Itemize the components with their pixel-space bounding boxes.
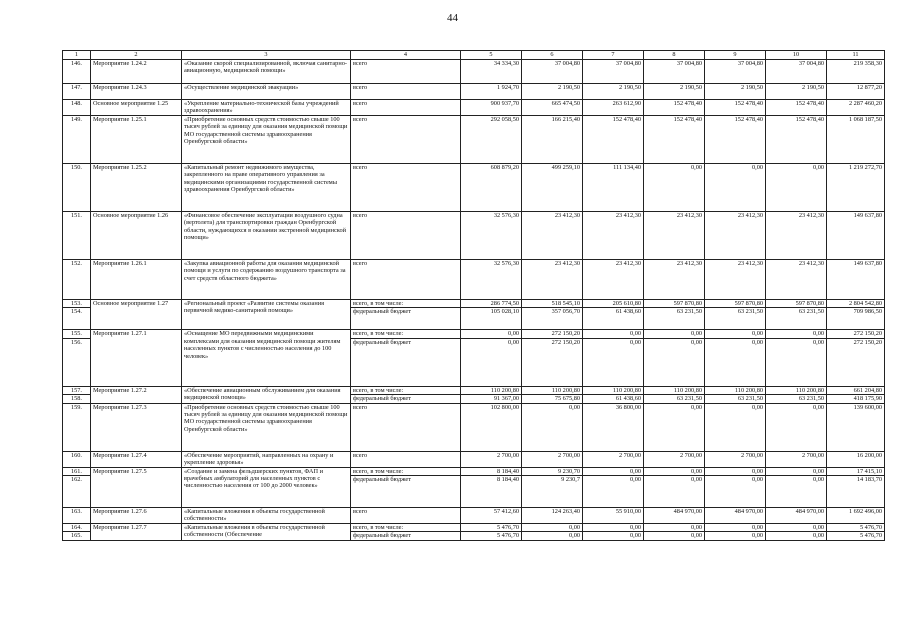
amount-col8: 63 231,50 — [644, 395, 705, 403]
row-number: 149. — [63, 116, 91, 164]
amount-col8: 484 970,00 — [644, 508, 705, 524]
event-name: Мероприятие 1.27.6 — [91, 508, 182, 524]
amount-col7: 61 438,60 — [583, 308, 644, 330]
funding-source: всего — [351, 403, 461, 451]
row-number: 152. — [63, 260, 91, 300]
amount-total: 418 175,90 — [827, 395, 885, 403]
funding-source: всего, в том числе: — [351, 330, 461, 338]
event-name: Мероприятие 1.24.3 — [91, 84, 182, 100]
amount-col10: 0,00 — [766, 403, 827, 451]
column-header: 8 — [644, 51, 705, 60]
amount-col7: 0,00 — [583, 330, 644, 338]
amount-col5: 900 937,70 — [461, 100, 522, 116]
amount-col8: 0,00 — [644, 164, 705, 212]
table-row — [63, 403, 885, 451]
amount-col8: 2 190,50 — [644, 84, 705, 100]
amount-col10: 23 412,30 — [766, 260, 827, 300]
amount-col9: 2 190,50 — [705, 84, 766, 100]
row-number: 159. — [63, 403, 91, 451]
event-description: «Капитальные вложения в объекты государственной собственности» — [182, 508, 351, 524]
amount-total: 149 637,80 — [827, 212, 885, 260]
amount-col7: 263 612,90 — [583, 100, 644, 116]
row-number: 165. — [63, 532, 91, 540]
amount-col5: 1 924,70 — [461, 84, 522, 100]
amount-total: 1 219 272,70 — [827, 164, 885, 212]
amount-col7: 0,00 — [583, 467, 644, 475]
amount-col10: 0,00 — [766, 524, 827, 532]
amount-col9: 0,00 — [705, 330, 766, 338]
table-row — [63, 524, 885, 532]
amount-col6: 75 675,80 — [522, 395, 583, 403]
amount-col10: 152 478,40 — [766, 100, 827, 116]
event-name: Мероприятие 1.24.2 — [91, 60, 182, 84]
amount-col9: 152 478,40 — [705, 116, 766, 164]
event-description: «Приобретение основных средств стоимостью свыше 100 тысяч рублей за единицу для оказания медицинской помощи МО государственной системы здравоохранения Оренбургской области» — [182, 403, 351, 451]
amount-col10: 0,00 — [766, 476, 827, 508]
amount-col10: 2 190,50 — [766, 84, 827, 100]
amount-col8: 0,00 — [644, 403, 705, 451]
amount-col10: 37 004,80 — [766, 60, 827, 84]
amount-col6: 499 259,10 — [522, 164, 583, 212]
column-header: 2 — [91, 51, 182, 60]
amount-col7: 61 438,60 — [583, 395, 644, 403]
event-name: Мероприятие 1.27.3 — [91, 403, 182, 451]
amount-col7: 37 004,80 — [583, 60, 644, 84]
amount-col9: 0,00 — [705, 164, 766, 212]
amount-total: 139 600,00 — [827, 403, 885, 451]
amount-col6: 665 474,50 — [522, 100, 583, 116]
amount-col9: 484 970,00 — [705, 508, 766, 524]
column-header: 1 — [63, 51, 91, 60]
amount-col5: 2 700,00 — [461, 451, 522, 467]
amount-col10: 23 412,30 — [766, 212, 827, 260]
row-number: 157. — [63, 386, 91, 394]
funding-source: федеральный бюджет — [351, 532, 461, 540]
row-number: 153. — [63, 300, 91, 308]
event-name: Мероприятие 1.26.1 — [91, 260, 182, 300]
funding-source: всего, в том числе: — [351, 300, 461, 308]
amount-col5: 102 800,00 — [461, 403, 522, 451]
amount-col7: 23 412,30 — [583, 260, 644, 300]
amount-col9: 23 412,30 — [705, 212, 766, 260]
amount-total: 709 986,50 — [827, 308, 885, 330]
amount-col8: 0,00 — [644, 338, 705, 386]
table-row — [63, 100, 885, 116]
amount-col6: 0,00 — [522, 403, 583, 451]
table-row — [63, 508, 885, 524]
amount-col10: 0,00 — [766, 467, 827, 475]
amount-col5: 608 879,20 — [461, 164, 522, 212]
amount-col6: 124 263,40 — [522, 508, 583, 524]
amount-col7: 36 800,00 — [583, 403, 644, 451]
amount-col6: 110 200,80 — [522, 386, 583, 394]
event-name: Основное мероприятие 1.26 — [91, 212, 182, 260]
amount-col5: 34 334,30 — [461, 60, 522, 84]
amount-col9: 2 700,00 — [705, 451, 766, 467]
amount-col6: 23 412,30 — [522, 260, 583, 300]
event-description: «Капитальные вложения в объекты государственной собственности (Обеспечение — [182, 524, 351, 541]
row-number: 156. — [63, 338, 91, 386]
amount-col6: 37 004,80 — [522, 60, 583, 84]
amount-col9: 63 231,50 — [705, 395, 766, 403]
amount-total: 5 476,70 — [827, 532, 885, 540]
event-name: Мероприятие 1.27.4 — [91, 451, 182, 467]
amount-col9: 0,00 — [705, 524, 766, 532]
event-description: «Приобретение основных средств стоимостью свыше 100 тысяч рублей за единицу для оказания медицинской помощи МО государственной системы здравоохранения Оренбургской области» — [182, 116, 351, 164]
table-row — [63, 164, 885, 212]
amount-col5: 286 774,50 — [461, 300, 522, 308]
amount-total: 12 877,20 — [827, 84, 885, 100]
amount-col10: 152 478,40 — [766, 116, 827, 164]
amount-col5: 0,00 — [461, 330, 522, 338]
amount-col8: 152 478,40 — [644, 116, 705, 164]
amount-col10: 2 700,00 — [766, 451, 827, 467]
amount-col10: 110 200,80 — [766, 386, 827, 394]
amount-col7: 0,00 — [583, 338, 644, 386]
table-row — [63, 467, 885, 475]
column-header: 9 — [705, 51, 766, 60]
amount-col6: 272 150,20 — [522, 330, 583, 338]
event-description: «Осуществление медицинской эвакуации» — [182, 84, 351, 100]
amount-col8: 23 412,30 — [644, 212, 705, 260]
amount-col8: 152 478,40 — [644, 100, 705, 116]
row-number: 146. — [63, 60, 91, 84]
amount-total: 2 287 460,20 — [827, 100, 885, 116]
funding-source: федеральный бюджет — [351, 476, 461, 508]
row-number: 160. — [63, 451, 91, 467]
amount-total: 1 068 187,50 — [827, 116, 885, 164]
event-description: «Капитальный ремонт недвижимого имущества, закрепленного на праве оперативного управления за медицинскими организациями государственной системы здравоохранения Оренбургской области» — [182, 164, 351, 212]
amount-total: 661 204,80 — [827, 386, 885, 394]
amount-col10: 0,00 — [766, 338, 827, 386]
amount-total: 14 183,70 — [827, 476, 885, 508]
event-name: Мероприятие 1.25.1 — [91, 116, 182, 164]
amount-col7: 2 190,50 — [583, 84, 644, 100]
table-row — [63, 330, 885, 338]
amount-col6: 9 230,70 — [522, 467, 583, 475]
amount-col9: 0,00 — [705, 532, 766, 540]
amount-col7: 55 910,00 — [583, 508, 644, 524]
column-header: 11 — [827, 51, 885, 60]
amount-col9: 0,00 — [705, 476, 766, 508]
budget-table — [62, 50, 885, 541]
amount-col6: 2 700,00 — [522, 451, 583, 467]
amount-col6: 23 412,30 — [522, 212, 583, 260]
funding-source: всего — [351, 508, 461, 524]
funding-source: всего — [351, 60, 461, 84]
funding-source: всего — [351, 100, 461, 116]
amount-col9: 37 004,80 — [705, 60, 766, 84]
funding-source: всего — [351, 116, 461, 164]
amount-total: 149 637,80 — [827, 260, 885, 300]
amount-col10: 0,00 — [766, 330, 827, 338]
amount-col8: 0,00 — [644, 532, 705, 540]
page-number: 44 — [447, 12, 458, 24]
amount-col8: 110 200,80 — [644, 386, 705, 394]
event-name: Основное мероприятие 1.25 — [91, 100, 182, 116]
amount-col5: 0,00 — [461, 338, 522, 386]
column-header: 7 — [583, 51, 644, 60]
amount-col5: 91 367,00 — [461, 395, 522, 403]
column-header: 4 — [351, 51, 461, 60]
event-description: «Обеспечение мероприятий, направленных на охрану и укрепление здоровья» — [182, 451, 351, 467]
amount-col5: 5 476,70 — [461, 524, 522, 532]
amount-col8: 0,00 — [644, 467, 705, 475]
amount-col5: 8 184,40 — [461, 467, 522, 475]
table-row — [63, 386, 885, 394]
amount-col6: 166 215,40 — [522, 116, 583, 164]
amount-total: 16 200,00 — [827, 451, 885, 467]
amount-col6: 272 150,20 — [522, 338, 583, 386]
table-row — [63, 84, 885, 100]
amount-total: 272 150,20 — [827, 338, 885, 386]
amount-total: 1 692 496,00 — [827, 508, 885, 524]
column-header: 10 — [766, 51, 827, 60]
amount-col5: 32 576,30 — [461, 260, 522, 300]
amount-col5: 57 412,60 — [461, 508, 522, 524]
amount-col9: 0,00 — [705, 338, 766, 386]
row-number: 147. — [63, 84, 91, 100]
column-header: 5 — [461, 51, 522, 60]
row-number: 164. — [63, 524, 91, 532]
amount-col10: 597 870,80 — [766, 300, 827, 308]
amount-col10: 63 231,50 — [766, 395, 827, 403]
event-description: «Финансовое обеспечение эксплуатации воздушного судна (вертолета) для транспортировки граждан Оренбургской области, нуждающихся в оказании экстренной медицинской помощи» — [182, 212, 351, 260]
funding-source: федеральный бюджет — [351, 395, 461, 403]
row-number: 154. — [63, 308, 91, 330]
event-description: «Оказание скорой специализированной, включая санитарно-авиационную, медицинской помощи» — [182, 60, 351, 84]
amount-col8: 0,00 — [644, 524, 705, 532]
amount-col8: 2 700,00 — [644, 451, 705, 467]
amount-col9: 0,00 — [705, 403, 766, 451]
table-row — [63, 451, 885, 467]
amount-total: 5 476,70 — [827, 524, 885, 532]
amount-col9: 152 478,40 — [705, 100, 766, 116]
header-row — [63, 51, 885, 60]
amount-col5: 5 476,70 — [461, 532, 522, 540]
amount-col8: 23 412,30 — [644, 260, 705, 300]
amount-col5: 8 184,40 — [461, 476, 522, 508]
table-row — [63, 260, 885, 300]
row-number: 151. — [63, 212, 91, 260]
amount-col6: 0,00 — [522, 532, 583, 540]
row-number: 150. — [63, 164, 91, 212]
amount-col7: 2 700,00 — [583, 451, 644, 467]
event-name: Мероприятие 1.27.1 — [91, 330, 182, 386]
amount-col9: 0,00 — [705, 467, 766, 475]
funding-source: всего — [351, 164, 461, 212]
row-number: 158. — [63, 395, 91, 403]
amount-total: 219 358,30 — [827, 60, 885, 84]
amount-col8: 0,00 — [644, 330, 705, 338]
amount-col7: 0,00 — [583, 532, 644, 540]
amount-total: 17 415,10 — [827, 467, 885, 475]
amount-col6: 357 056,70 — [522, 308, 583, 330]
amount-col9: 110 200,80 — [705, 386, 766, 394]
amount-col8: 37 004,80 — [644, 60, 705, 84]
event-name: Мероприятие 1.27.2 — [91, 386, 182, 403]
row-number: 162. — [63, 476, 91, 508]
amount-col10: 63 231,50 — [766, 308, 827, 330]
funding-source: всего — [351, 451, 461, 467]
amount-col6: 518 545,10 — [522, 300, 583, 308]
column-header: 3 — [182, 51, 351, 60]
amount-col8: 0,00 — [644, 476, 705, 508]
amount-col9: 597 870,80 — [705, 300, 766, 308]
amount-col5: 32 576,30 — [461, 212, 522, 260]
column-header: 6 — [522, 51, 583, 60]
amount-col10: 484 970,00 — [766, 508, 827, 524]
funding-source: всего — [351, 212, 461, 260]
amount-col8: 597 870,80 — [644, 300, 705, 308]
row-number: 163. — [63, 508, 91, 524]
amount-col5: 292 058,50 — [461, 116, 522, 164]
funding-source: федеральный бюджет — [351, 308, 461, 330]
row-number: 161. — [63, 467, 91, 475]
amount-total: 2 804 542,80 — [827, 300, 885, 308]
funding-source: всего — [351, 260, 461, 300]
amount-col7: 110 200,80 — [583, 386, 644, 394]
row-number: 155. — [63, 330, 91, 338]
amount-col8: 63 231,50 — [644, 308, 705, 330]
amount-col6: 0,00 — [522, 524, 583, 532]
amount-col9: 23 412,30 — [705, 260, 766, 300]
amount-col5: 110 200,80 — [461, 386, 522, 394]
event-description: «Региональный проект «Развитие системы оказания первичной медико-санитарной помощи» — [182, 300, 351, 330]
table-row — [63, 116, 885, 164]
event-description: «Укрепление материально-технической базы учреждений здравоохранения» — [182, 100, 351, 116]
event-name: Мероприятие 1.25.2 — [91, 164, 182, 212]
amount-total: 272 150,20 — [827, 330, 885, 338]
amount-col7: 205 610,80 — [583, 300, 644, 308]
event-name: Мероприятие 1.27.7 — [91, 524, 182, 541]
amount-col7: 23 412,30 — [583, 212, 644, 260]
amount-col7: 0,00 — [583, 476, 644, 508]
amount-col10: 0,00 — [766, 164, 827, 212]
event-description: «Обеспечение авиационным обслуживанием для оказания медицинской помощи» — [182, 386, 351, 403]
funding-source: всего, в том числе: — [351, 467, 461, 475]
amount-col5: 105 028,10 — [461, 308, 522, 330]
amount-col6: 9 230,7 — [522, 476, 583, 508]
amount-col6: 2 190,50 — [522, 84, 583, 100]
amount-col9: 63 231,50 — [705, 308, 766, 330]
table-row — [63, 60, 885, 84]
amount-col7: 0,00 — [583, 524, 644, 532]
funding-source: всего, в том числе: — [351, 524, 461, 532]
funding-source: всего — [351, 84, 461, 100]
table-row — [63, 300, 885, 308]
event-name: Основное мероприятие 1.27 — [91, 300, 182, 330]
event-description: «Закупка авиационной работы для оказания медицинской помощи и услуги по содержанию воздушного транспорта за счет средств областного бюджета» — [182, 260, 351, 300]
funding-source: всего, в том числе: — [351, 386, 461, 394]
amount-col7: 152 478,40 — [583, 116, 644, 164]
event-description: «Оснащение МО передвижными медицинскими комплексами для оказания медицинской помощи жителям населенных пунктов с численностью населения до 100 человек» — [182, 330, 351, 386]
funding-source: федеральный бюджет — [351, 338, 461, 386]
table-row — [63, 212, 885, 260]
event-description: «Создание и замена фельдшерских пунктов, ФАП и врачебных амбулаторий для населенных пунктов с численностью населения от 100 до 2000 человек» — [182, 467, 351, 507]
event-name: Мероприятие 1.27.5 — [91, 467, 182, 507]
amount-col10: 0,00 — [766, 532, 827, 540]
amount-col7: 111 134,40 — [583, 164, 644, 212]
row-number: 148. — [63, 100, 91, 116]
